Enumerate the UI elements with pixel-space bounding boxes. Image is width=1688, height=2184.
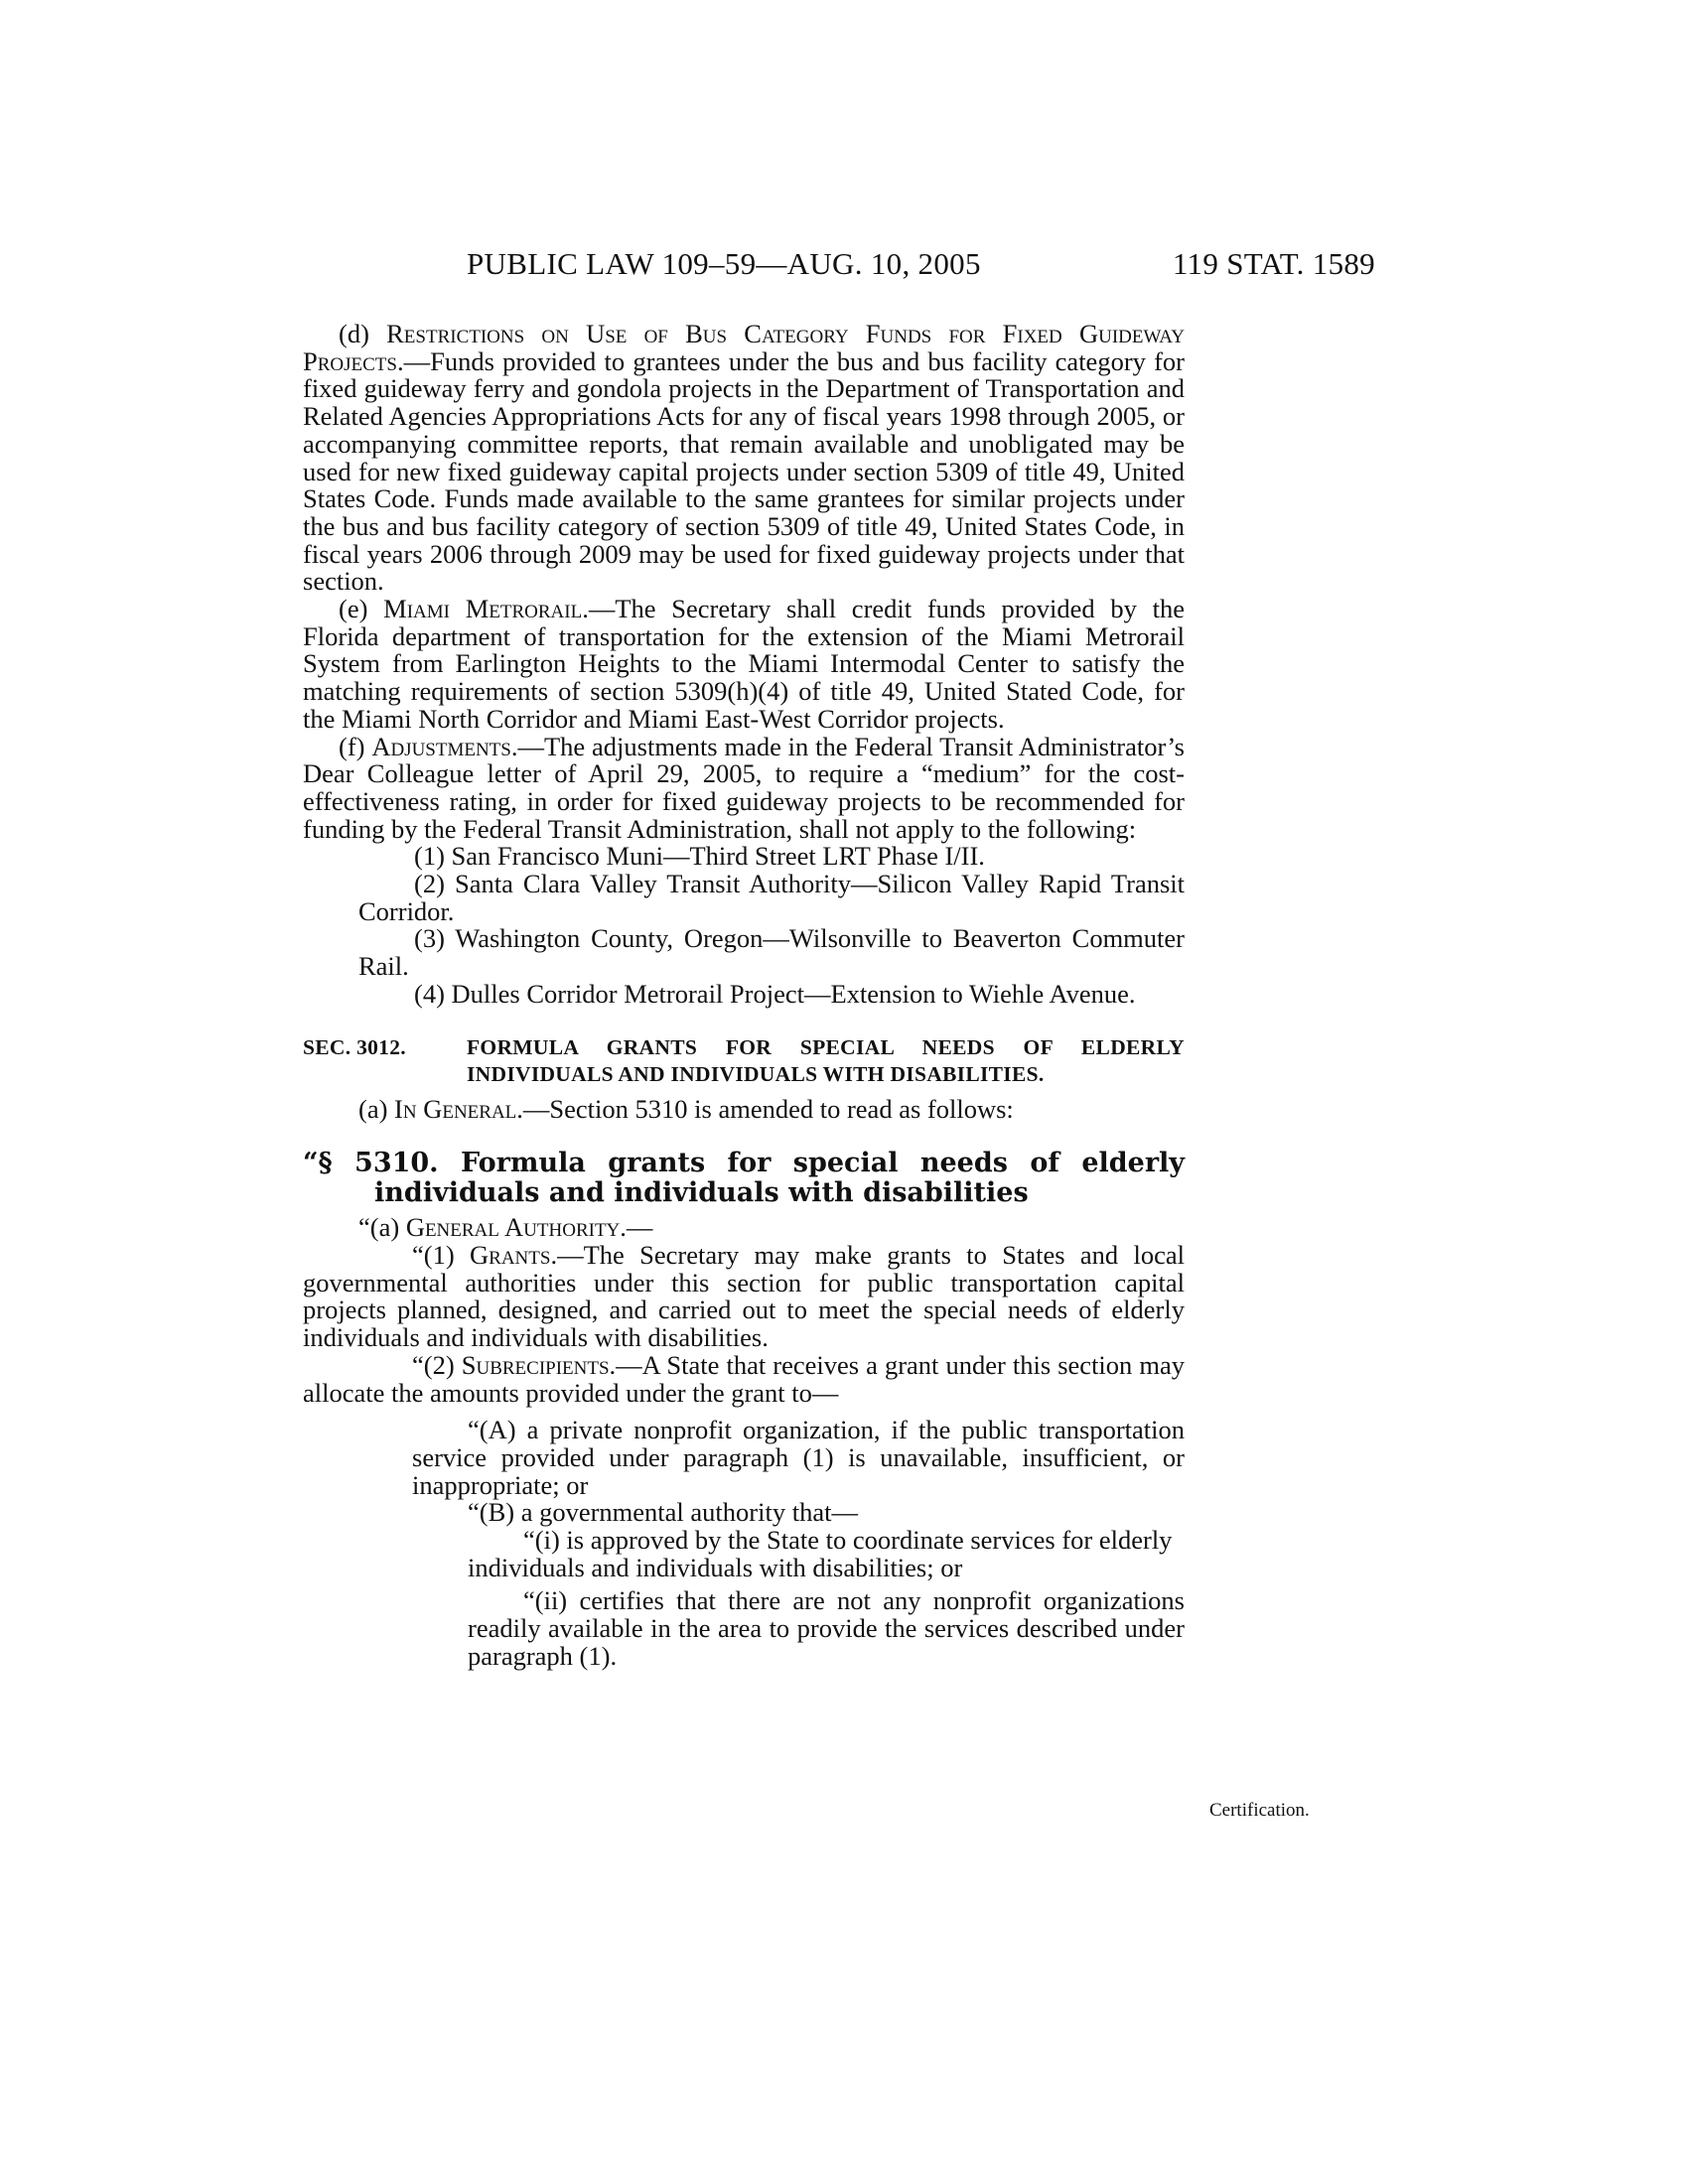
clause-i: “(i) is approved by the State to coordinate services for elderly individuals and individuals with disabilities; or: [468, 1525, 1173, 1582]
paragraph-f-label: (f): [339, 731, 372, 761]
subparagraph-B: “(B) a governmental authority that—: [468, 1497, 858, 1528]
paragraph-e-heading: Miami Metrorail.: [383, 594, 589, 624]
section-subsection-a: [303, 1093, 1185, 1124]
subsection-a-text: —Section 5310 is amended to read as follows:: [522, 1093, 1014, 1124]
clause-ii: “(ii) certifies that there are not any nonprofit organizations readily available in the area to provide the services described under paragraph (1).: [468, 1585, 1185, 1671]
list-item-f2: (2) Santa Clara Valley Transit Authority—Silicon Valley Rapid Transit Corridor.: [358, 869, 1185, 926]
paragraph-d-label: (d): [339, 319, 387, 348]
paragraph-d: [303, 321, 1185, 596]
paragraph-2-subrecipients: [303, 1349, 1185, 1408]
list-item-f4: (4) Dulles Corridor Metrorail Project—Extension to Wiehle Avenue.: [414, 978, 1136, 1009]
paragraph-e: [303, 596, 1185, 734]
paragraph-e-label: (e): [339, 594, 384, 624]
list-item-f3: (3) Washington County, Oregon—Wilsonville to Beaverton Commuter Rail.: [358, 923, 1185, 982]
margin-note-certification: Certification.: [1209, 1800, 1310, 1821]
subsection-a-label: (a): [358, 1093, 395, 1124]
paragraph-1-grants: [303, 1239, 1185, 1353]
general-authority-dash: —: [626, 1212, 653, 1243]
document-body: [303, 321, 1185, 1671]
general-authority: [303, 1214, 1185, 1242]
paragraph-f: [303, 731, 1185, 844]
paragraph-d-text: —Funds provided to grantees under the bus and bus facility category for fixed guideway ferry and gondola projects in the Department of Transportation and Related Agencies Appropriations Acts for any of fiscal years 1998 through 2005, or accompanying committee reports, that remain available and unobligated may be used for new fixed guideway capital projects under section 5309 of title 49, United States Code. Funds made available to the same grantees for similar projects under the bus and bus facility category of section 5309 of title 49, United States Code, in fiscal years 2006 through 2009 may be used for fixed guideway projects under that section.: [303, 345, 1185, 597]
paragraph-d-heading: Restrictions on Use of Bus Category Funds for Fixed Guideway Projects.: [303, 319, 1185, 376]
section-number: SEC. 3012.: [303, 1034, 406, 1059]
paragraph-1-heading: Grants.: [470, 1239, 558, 1270]
running-head-title: PUBLIC LAW 109–59—AUG. 10, 2005: [467, 246, 981, 281]
general-authority-heading: General Authority.: [405, 1212, 627, 1243]
amended-section-heading: “§ 5310. Formula grants for special needs of elderly individuals and individuals with disabilities: [303, 1148, 1185, 1209]
paragraph-1-text: —The Secretary may make grants to States and local governmental authorities under this section for public transportation capital projects planned, designed, and carried out to meet the special needs of elderly individuals and individuals with disabilities.: [303, 1239, 1185, 1353]
paragraph-e-text: —The Secretary shall credit funds provided by the Florida department of transportation for the extension of the Miami Metrorail System from Earlington Heights to the Miami Intermodal Center to satisfy the matching requirements of section 5309(h)(4) of title 49, United Stated Code, for the Miami North Corridor and Miami East-West Corridor projects.: [303, 594, 1185, 734]
section-heading: [303, 1034, 1185, 1088]
paragraph-2-heading: Subrecipients.: [461, 1349, 617, 1380]
subsection-a-heading: In General.: [394, 1093, 523, 1124]
paragraph-f-text: —The adjustments made in the Federal Transit Administrator’s Dear Colleague letter of April 29, 2005, to require a “medium” for the cost-effectiveness rating, in order for fixed guideway projects to be recommended for funding by the Federal Transit Administration, shall not apply to the following:: [303, 731, 1185, 844]
running-head-stat: 119 STAT. 1589: [1172, 246, 1375, 281]
paragraph-2-text: —A State that receives a grant under this section may allocate the amounts provided under the grant to—: [303, 1349, 1185, 1408]
section-title: FORMULA GRANTS FOR SPECIAL NEEDS OF ELDERLY INDIVIDUALS AND INDIVIDUALS WITH DISABILITIES.: [467, 1034, 1185, 1086]
list-item-f1: (1) San Francisco Muni—Third Street LRT Phase I/II.: [414, 841, 985, 872]
general-authority-label: “(a): [358, 1212, 406, 1243]
paragraph-1-label: “(1): [412, 1239, 471, 1270]
paragraph-f-heading: Adjustments.: [371, 731, 518, 761]
subparagraph-A: “(A) a private nonprofit organization, if the public transportation service provided under paragraph (1) is unavailable, insufficient, or inappropriate; or: [412, 1415, 1185, 1500]
paragraph-2-label: “(2): [412, 1349, 462, 1380]
